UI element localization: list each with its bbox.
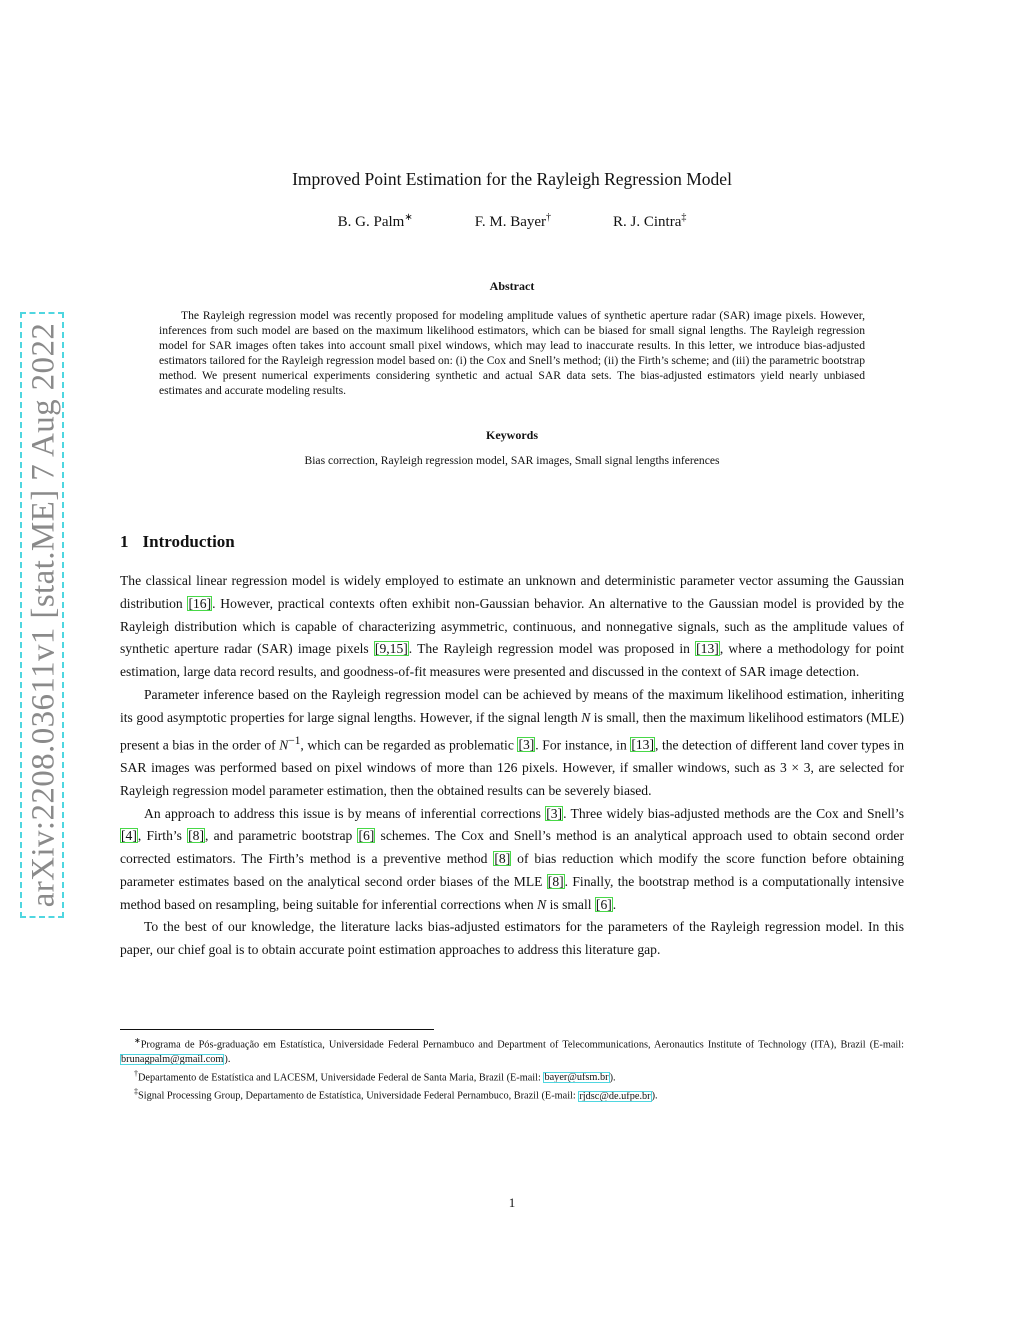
author-list bbox=[0, 212, 1024, 231]
author: F. M. Bayer† bbox=[474, 212, 552, 230]
keywords-text: Bias correction, Rayleigh regression model, SAR images, Small signal lengths inferences bbox=[304, 454, 720, 467]
section-number: 1 bbox=[120, 532, 129, 551]
email-link[interactable]: bayer@ufsm.br bbox=[544, 1072, 609, 1084]
citation-link[interactable]: [13] bbox=[696, 641, 719, 657]
citation-link[interactable]: [3] bbox=[546, 805, 563, 821]
author: R. J. Cintra‡ bbox=[613, 212, 687, 230]
citation-link[interactable]: [13] bbox=[631, 737, 654, 753]
math-variable: N bbox=[279, 737, 289, 753]
citation-link[interactable]: [6] bbox=[358, 828, 375, 844]
citation-link[interactable]: [6] bbox=[595, 896, 612, 912]
paper-title: Improved Point Estimation for the Rayleigh Regression Model bbox=[292, 169, 732, 189]
paragraph: To the best of our knowledge, the literature lacks bias-adjusted estimators for the parameters of the Rayleigh regression model. In this paper, our chief goal is to obtain accurate point estimation approaches to address this literature gap. bbox=[120, 919, 904, 958]
footnotes bbox=[120, 1034, 904, 1104]
page-number: 1 bbox=[508, 1195, 516, 1210]
footnote: ‡Signal Processing Group, Departamento de Estatística, Universidade Federal Pernambuco, Brazil (E-mail: rjdsc@de.ufpe.br). bbox=[134, 1087, 658, 1102]
section-heading bbox=[120, 532, 235, 552]
citation-link[interactable]: [4] bbox=[121, 828, 137, 844]
arxiv-stamp: arXiv:2208.03611v1 [stat.ME] 7 Aug 2022 bbox=[25, 322, 62, 908]
body-text bbox=[120, 570, 904, 962]
citation-link[interactable]: [8] bbox=[494, 851, 511, 867]
author: B. G. Palm∗ bbox=[337, 212, 413, 230]
math-variable: N bbox=[537, 896, 547, 912]
footnote-divider bbox=[120, 1029, 434, 1030]
citation-link[interactable]: [16] bbox=[188, 595, 212, 611]
abstract-text: The Rayleigh regression model was recently proposed for modeling amplitude values of synthetic aperture radar (SAR) image pixels. However, inferences from such model are based on the maximum likelihood estimators, which can be biased for small signal lengths. The Rayleigh regression model for SAR images often takes into account small pixel windows, which may lead to inaccurate results. In this letter, we introduce bias-adjusted estimators tailored for the Rayleigh regression model based on: (i) the Cox and Snell’s method; (ii) the Firth’s scheme; and (iii) the parametric bootstrap method. We present numerical experiments considering synthetic and actual SAR data sets. The bias-adjusted estimators yield nearly unbiased estimates and accurate modeling results. bbox=[159, 309, 865, 398]
footnote: ∗Programa de Pós-graduação em Estatística, Universidade Federal Pernambuco and Department of Telecommunications, Aeronautics Institute of Technology (ITA), Brazil (E-mail: brunagpalm@gmail.com). bbox=[121, 1036, 904, 1065]
section-title: Introduction bbox=[142, 532, 235, 551]
email-link[interactable]: rjdsc@de.ufpe.br bbox=[579, 1090, 651, 1102]
abstract-heading: Abstract bbox=[489, 279, 535, 293]
paragraph: The classical linear regression model is widely employed to estimate an unknown and deterministic parameter vector assuming the Gaussian distribution [16]. However, practical contexts often exhibit non-Gaussian behavior. An alternative to the Gaussian model is provided by the Rayleigh distribution which is capable of characterizing asymmetric, continuous, and nonnegative signals, such as the amplitude values of synthetic aperture radar (SAR) image pixels [9,15]. The Rayleigh regression model was proposed in [13], where a methodology for point estimation, large data record results, and goodness-of-fit measures were presented and discussed in the context of SAR image detection. bbox=[120, 573, 904, 680]
paragraph: An approach to address this issue is by means of inferential corrections [3]. Three widely bias-adjusted methods are the Cox and Snell’s [4], Firth’s [8], and parametric bootstrap [6] schemes. The Cox and Snell’s method is an analytical approach used to obtain second order corrected estimators. The Firth’s method is a preventive method [8] of bias reduction which modify the score function before obtaining parameter estimates based on the analytical second order biases of the MLE [8]. Finally, the bootstrap method is a computationally intensive method based on resampling, being suitable for inferential corrections when N is small [6]. bbox=[120, 805, 904, 912]
citation-link[interactable]: [9,15] bbox=[374, 641, 408, 657]
citation-link[interactable]: [8] bbox=[547, 873, 564, 889]
footnote: †Departamento de Estatística and LACESM, Universidade Federal de Santa Maria, Brazil (E-mail: bayer@ufsm.br). bbox=[134, 1068, 616, 1084]
math-variable: N bbox=[581, 709, 591, 725]
keywords-heading: Keywords bbox=[486, 428, 538, 442]
email-link[interactable]: brunagpalm@gmail.com bbox=[121, 1053, 224, 1065]
citation-link[interactable]: [3] bbox=[518, 737, 535, 753]
citation-link[interactable]: [8] bbox=[188, 828, 204, 844]
paragraph: Parameter inference based on the Rayleigh regression model can be achieved by means of the maximum likelihood estimation, inheriting its good asymptotic properties for large signal lengths. However, if the signal length N is small, then the maximum likelihood estimators (MLE) present a bias in the order of $N^{-1}$, which can be regarded as problematic [3]. For instance, in [13], the detection of different land cover types in SAR images was performed based on pixel windows of more than 126 pixels. However, if smaller windows, such as 3 × 3, are selected for Rayleigh regression model parameter estimation, then the obtained results can be severely biased. bbox=[120, 686, 905, 798]
